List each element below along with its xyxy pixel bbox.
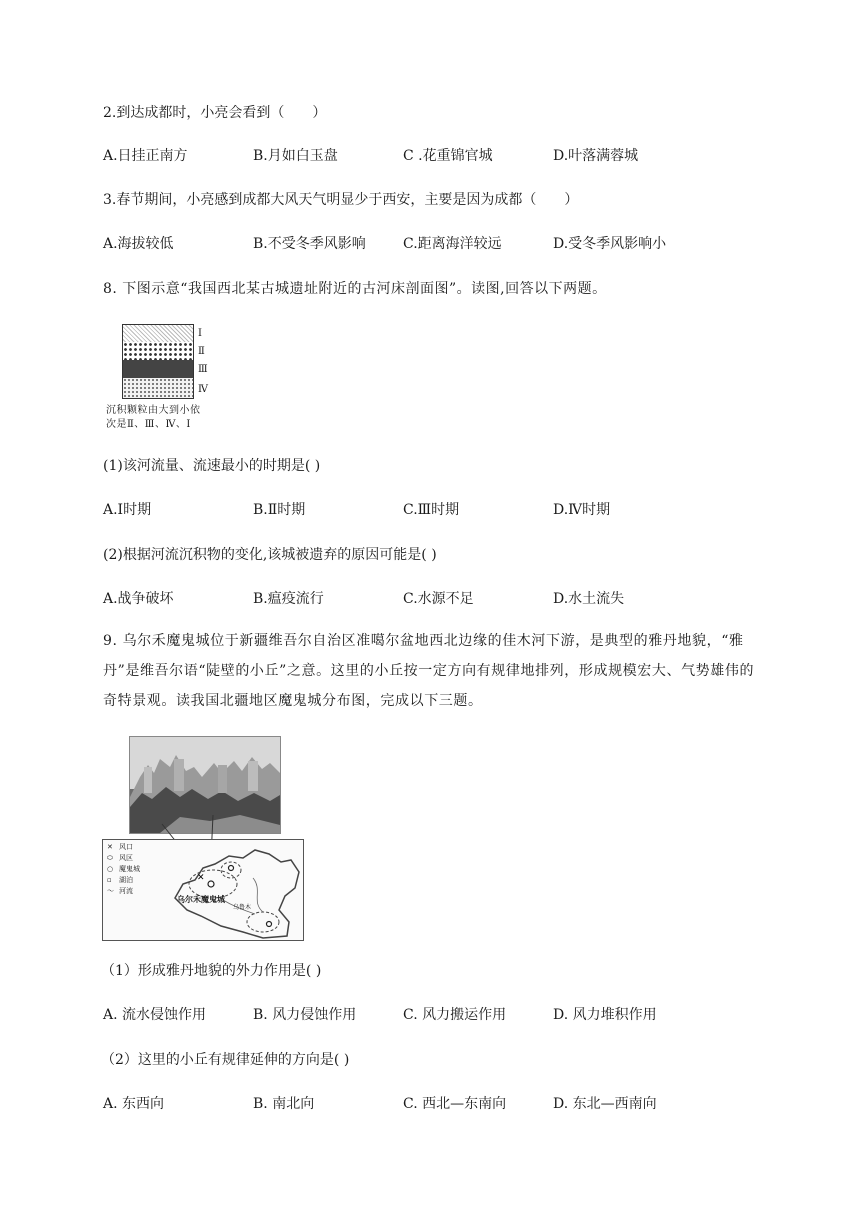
question-8-stem: 8. 下图示意“我国西北某古城遗址附近的古河床剖面图”。读图,回答以下两题。: [103, 281, 607, 297]
question-9-1-stem: （1）形成雅丹地貌的外力作用是( ): [101, 963, 322, 979]
option-d[interactable]: D. 风力堆积作用: [553, 1007, 657, 1023]
ghost-city-icon: ○: [107, 865, 114, 873]
river-icon: ～: [107, 887, 114, 895]
option-c[interactable]: C. 风力搬运作用: [403, 1007, 507, 1023]
wind-gap-icon: ✕: [107, 843, 113, 851]
option-c[interactable]: C.Ⅲ时期: [403, 502, 460, 518]
option-b[interactable]: B. 南北向: [253, 1096, 315, 1112]
legend-item-ghost-city: ○ 魔鬼城: [107, 865, 140, 873]
layer-label: Ⅰ: [198, 328, 202, 339]
option-d[interactable]: D.受冬季风影响小: [553, 236, 667, 252]
question-2-stem: 2.到达成都时，小亮会看到（ ）: [103, 105, 327, 121]
ghost-city-distribution-map: [102, 839, 304, 941]
ghost-city-label: 乌尔禾魔鬼城: [177, 894, 225, 904]
option-b[interactable]: B.Ⅱ时期: [253, 502, 306, 518]
question-9-2-options: [103, 1094, 723, 1114]
option-b[interactable]: B.月如白玉盘: [253, 148, 338, 164]
option-c[interactable]: C.距离海洋较远: [403, 236, 502, 252]
option-a[interactable]: A.日挂正南方: [103, 148, 188, 164]
option-c[interactable]: C.水源不足: [403, 591, 474, 607]
option-a[interactable]: A. 流水侵蚀作用: [103, 1007, 207, 1023]
wind-zone-icon: ⬭: [107, 854, 113, 862]
figure-caption-line-2: 次是Ⅱ、Ⅲ、Ⅳ、Ⅰ: [106, 419, 191, 430]
option-d[interactable]: D.Ⅳ时期: [553, 502, 611, 518]
option-a[interactable]: A.海拔较低: [103, 236, 174, 252]
urumqi-label: 乌鲁木: [233, 904, 252, 911]
option-c[interactable]: C .花重锦官城: [403, 148, 493, 164]
option-b[interactable]: B.瘟疫流行: [253, 591, 324, 607]
legend-item-wind-gap: ✕ 风口: [107, 843, 133, 851]
option-b[interactable]: B. 风力侵蚀作用: [253, 1007, 357, 1023]
legend-item-lake: ▫ 湖泊: [107, 876, 133, 884]
option-d[interactable]: D.水土流失: [553, 591, 625, 607]
option-d[interactable]: D.叶落满蓉城: [553, 148, 639, 164]
figure-caption-line-1: 沉积颗粒由大到小依: [106, 405, 201, 416]
question-8-2-stem: (2)根据河流沉积物的变化,该城被遗弃的原因可能是( ): [103, 547, 437, 563]
question-8-1-stem: (1)该河流量、流速最小的时期是( ): [103, 458, 321, 474]
layer-label: Ⅲ: [198, 364, 208, 375]
option-a[interactable]: A.Ⅰ时期: [103, 502, 152, 518]
legend-item-wind-zone: ⬭ 风区: [107, 854, 133, 862]
layer-label: Ⅱ: [198, 346, 205, 357]
question-9-stem: 9. 乌尔禾魔鬼城位于新疆维吾尔自治区准噶尔盆地西北边缘的佳木河下游，是典型的雅丹地貌，“雅丹”是维吾尔语“陡壁的小丘”之意。这里的小丘按一定方向有规律地排列，形成规模宏大、气势雄伟的奇特景观。读我国北疆地区魔鬼城分布图，完成以下三题。: [103, 633, 755, 709]
question-9-1-options: [103, 1005, 723, 1025]
legend-item-river: ～ 河流: [107, 887, 133, 895]
option-c[interactable]: C. 西北—东南向: [403, 1096, 507, 1112]
layer-label: Ⅳ: [198, 384, 208, 395]
option-b[interactable]: B.不受冬季风影响: [253, 236, 366, 252]
option-a[interactable]: A. 东西向: [103, 1096, 165, 1112]
svg-text:✕: ✕: [197, 873, 205, 883]
question-3-stem: 3.春节期间，小亮感到成都大风天气明显少于西安，主要是因为成都（ ）: [103, 192, 579, 208]
option-d[interactable]: D. 东北—西南向: [553, 1096, 657, 1112]
map-art: [103, 840, 303, 940]
option-a[interactable]: A.战争破坏: [103, 591, 174, 607]
question-9-2-stem: （2）这里的小丘有规律延伸的方向是( ): [101, 1052, 350, 1068]
lake-icon: ▫: [107, 876, 112, 884]
